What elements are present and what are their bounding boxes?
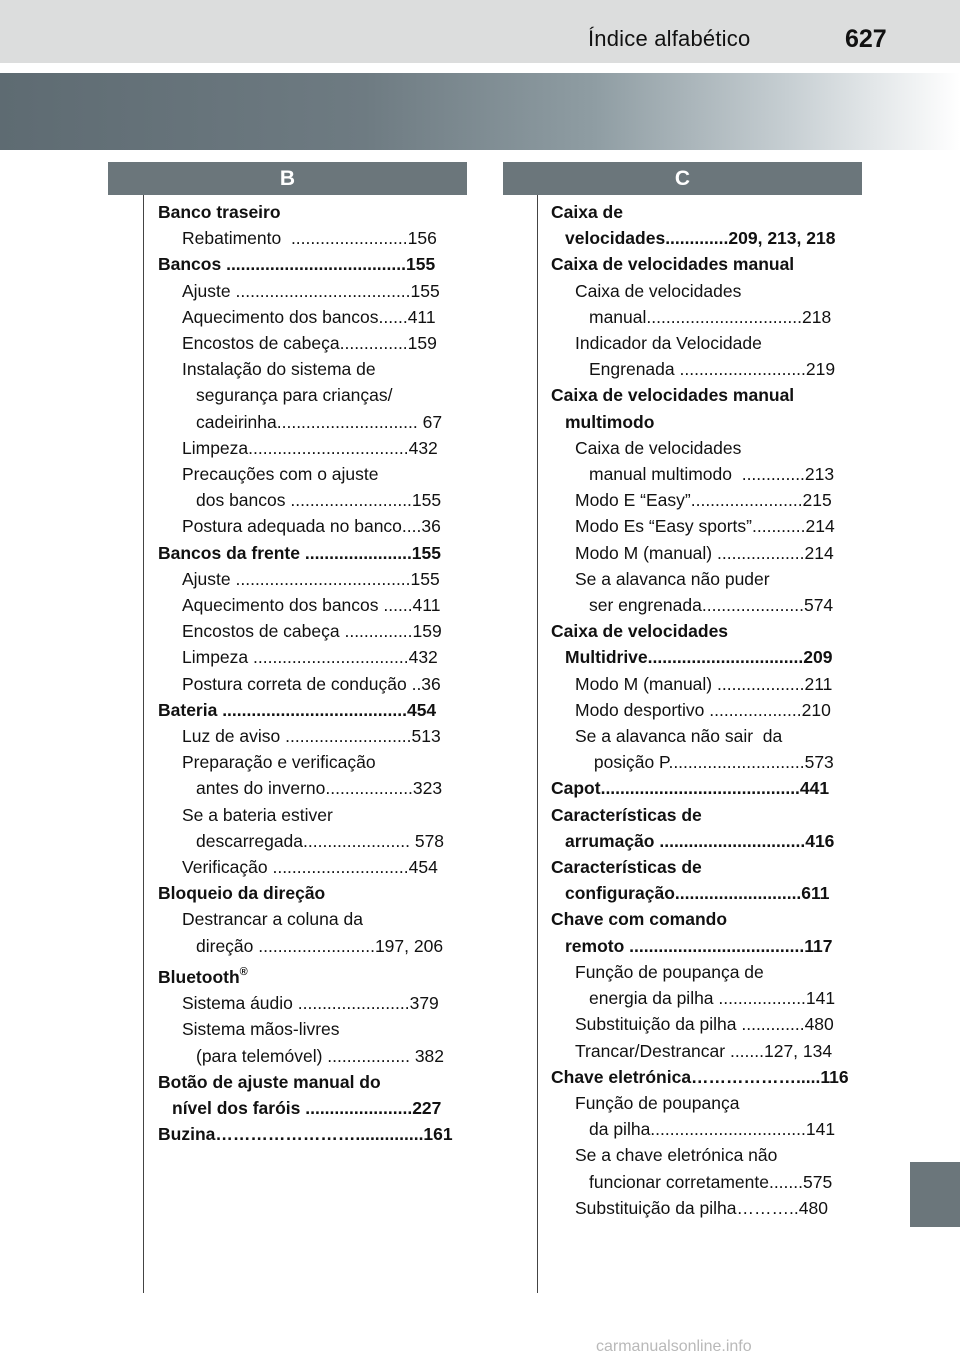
index-entry-text: Multidrive................................209 — [565, 647, 833, 668]
index-entry — [551, 513, 863, 539]
index-entry — [551, 487, 863, 513]
index-entry-text: Bancos da frente ......................155 — [158, 542, 442, 563]
index-entry-text: dos bancos .........................155 — [196, 490, 442, 511]
index-entry — [551, 461, 863, 487]
index-entry — [158, 1121, 468, 1147]
index-entry — [551, 278, 863, 304]
index-entry — [158, 1016, 468, 1042]
index-entry — [158, 461, 468, 487]
index-entry-text: Engrenada ..........................219 — [589, 359, 836, 380]
index-entry — [158, 933, 468, 959]
index-entry-text: Chave eletrónica……………….....116 — [551, 1066, 849, 1087]
index-entry-text: Modo M (manual) ..................214 — [575, 542, 834, 563]
chapter-side-tab — [910, 1162, 960, 1227]
index-entry-text: Encostos de cabeça..............159 — [182, 333, 437, 354]
index-entry — [158, 880, 468, 906]
index-entry-text: Modo M (manual) ..................211 — [575, 673, 833, 694]
index-entry-text: arrumação ..............................416 — [565, 830, 835, 851]
index-entry — [551, 1116, 863, 1142]
index-entry — [551, 1064, 863, 1090]
index-entry — [158, 990, 468, 1016]
index-entry-text: Substituição da pilha .............480 — [575, 1014, 834, 1035]
index-entry-text: Ajuste ....................................155 — [182, 280, 440, 301]
section-title: Índice alfabético — [588, 26, 751, 51]
index-entry-text: Características de — [551, 857, 702, 878]
index-entry-text: Chave com comando — [551, 909, 728, 930]
index-entry — [551, 435, 863, 461]
index-entry-text: Bluetooth — [158, 966, 240, 987]
index-entry — [551, 1195, 863, 1221]
index-entry — [158, 697, 468, 723]
index-entry — [551, 854, 863, 880]
index-entry-text: Caixa de velocidades — [575, 280, 742, 301]
index-entry — [158, 775, 468, 801]
index-entry-text: Se a chave eletrónica não — [575, 1145, 778, 1166]
index-entry — [551, 1090, 863, 1116]
index-entry-text: Bloqueio da direção — [158, 883, 326, 904]
index-entry — [551, 749, 863, 775]
index-entry — [158, 592, 468, 618]
index-entry-text: Ajuste ....................................155 — [182, 568, 440, 589]
index-entry-text: Banco traseiro — [158, 202, 281, 222]
index-entry — [158, 251, 468, 277]
index-entry-text: Função de poupança — [575, 1092, 740, 1113]
index-entry — [158, 225, 468, 251]
index-entry-text: Precauções com o ajuste — [182, 464, 379, 485]
index-entry-text: descarregada...................... 578 — [196, 830, 445, 851]
index-entry-text: Postura adequada no banco....36 — [182, 516, 441, 537]
index-entry — [551, 382, 863, 408]
index-entry — [158, 906, 468, 932]
index-entry — [551, 1142, 863, 1168]
index-entry-text: energia da pilha ..................141 — [589, 988, 836, 1009]
index-entry — [551, 775, 863, 801]
index-entry — [158, 723, 468, 749]
index-column-b — [158, 199, 468, 1147]
index-entry — [158, 304, 468, 330]
index-entry-text: Bancos .....................................155 — [158, 254, 436, 275]
index-entry — [551, 304, 863, 330]
index-entry — [551, 1169, 863, 1195]
index-entry — [551, 409, 863, 435]
index-entry-text: Sistema áudio .......................379 — [182, 993, 439, 1014]
index-entry-text: Aquecimento dos bancos......411 — [182, 306, 436, 327]
index-entry-text: Modo desportivo ...................210 — [575, 699, 831, 720]
index-column-c — [551, 199, 863, 1221]
index-entry — [158, 513, 468, 539]
index-entry — [551, 723, 863, 749]
index-entry-text: Caixa de velocidades — [575, 437, 742, 458]
index-entry — [551, 540, 863, 566]
index-entry — [158, 1095, 468, 1121]
index-entry — [551, 802, 863, 828]
index-entry — [551, 1011, 863, 1037]
index-entry — [551, 592, 863, 618]
index-entry-text: Caixa de — [551, 202, 623, 222]
index-entry-text: manual multimodo .............213 — [589, 464, 835, 485]
index-entry-text: nível dos faróis ......................227 — [172, 1097, 442, 1118]
index-entry — [551, 618, 863, 644]
index-entry — [158, 356, 468, 382]
index-entry — [158, 566, 468, 592]
index-entry — [551, 199, 863, 225]
index-entry — [551, 330, 863, 356]
index-entry — [551, 959, 863, 985]
index-entry-text: velocidades.............209, 213, 218 — [565, 228, 836, 249]
index-entry — [158, 802, 468, 828]
index-entry — [158, 749, 468, 775]
index-entry-text: Modo E “Easy”.......................215 — [575, 490, 832, 511]
index-entry — [551, 356, 863, 382]
index-entry-text: Bateria ......................................454 — [158, 699, 437, 720]
index-entry-text: Substituição da pilha………..480 — [575, 1197, 828, 1218]
letter-header-c: C — [503, 162, 862, 195]
index-entry-text: manual................................218 — [589, 306, 832, 327]
index-entry-text: Rebatimento ........................156 — [182, 228, 437, 249]
index-entry-text: Limpeza.................................432 — [182, 437, 438, 458]
index-entry-text: Capot.........................................441 — [551, 778, 830, 799]
index-entry — [158, 959, 468, 990]
index-entry-text: remoto ....................................117 — [565, 935, 833, 956]
index-entry-text: posição P............................573 — [589, 752, 834, 773]
column-divider-b — [143, 195, 144, 1293]
index-entry-text: Modo Es “Easy sports”...........214 — [575, 516, 835, 537]
index-entry — [551, 1038, 863, 1064]
index-entry-text: antes do inverno..................323 — [196, 778, 443, 799]
index-entry-text: Caixa de velocidades — [551, 621, 729, 642]
index-entry-text: Limpeza ................................432 — [182, 647, 438, 668]
watermark: carmanualsonline.info — [596, 1338, 752, 1355]
top-header-bar — [0, 0, 960, 63]
index-entry-text: Características de — [551, 804, 702, 825]
index-entry-text: Caixa de velocidades manual — [551, 254, 795, 275]
index-entry-text: Destrancar a coluna da — [182, 909, 363, 930]
index-entry — [551, 566, 863, 592]
index-entry-text: Preparação e verificação — [182, 752, 376, 773]
index-entry — [158, 278, 468, 304]
index-entry-text: direção ........................197, 206 — [196, 935, 444, 956]
index-entry — [551, 644, 863, 670]
index-entry — [158, 828, 468, 854]
index-entry-text: segurança para crianças/ — [196, 385, 393, 406]
index-entry — [551, 906, 863, 932]
decorative-banner — [0, 73, 960, 150]
index-entry — [158, 1043, 468, 1069]
index-entry — [158, 409, 468, 435]
index-entry — [551, 697, 863, 723]
index-entry-text: Aquecimento dos bancos ......411 — [182, 595, 441, 616]
page-number: 627 — [845, 25, 887, 53]
index-entry — [551, 671, 863, 697]
index-entry-text: Verificação ............................454 — [182, 857, 438, 878]
index-entry-text: Função de poupança de — [575, 961, 764, 982]
index-entry-text: Botão de ajuste manual do — [158, 1071, 381, 1092]
index-entry-text: Sistema mãos-livres — [182, 1019, 340, 1040]
index-entry — [158, 644, 468, 670]
index-entry — [158, 671, 468, 697]
index-entry-text: configuração..........................611 — [565, 883, 830, 904]
index-entry — [158, 618, 468, 644]
index-entry — [158, 487, 468, 513]
index-entry — [158, 540, 468, 566]
index-entry — [158, 382, 468, 408]
index-entry-text: Luz de aviso ..........................513 — [182, 726, 441, 747]
registered-mark: ® — [239, 965, 248, 978]
index-entry — [551, 880, 863, 906]
index-entry-text: Instalação do sistema de — [182, 359, 376, 380]
index-entry-text: Se a alavanca não sair da — [575, 726, 783, 747]
index-entry — [551, 985, 863, 1011]
index-entry — [551, 828, 863, 854]
index-entry — [158, 1069, 468, 1095]
index-entry-text: Caixa de velocidades manual — [551, 385, 795, 406]
index-entry-text: cadeirinha............................. 67 — [196, 411, 443, 432]
index-entry-text: Buzina……………………..............161 — [158, 1124, 453, 1145]
index-entry-text: Trancar/Destrancar .......127, 134 — [575, 1040, 833, 1061]
index-entry-text: ser engrenada.....................574 — [589, 595, 834, 616]
index-entry — [158, 330, 468, 356]
index-entry — [158, 854, 468, 880]
index-entry-text: multimodo — [565, 411, 655, 432]
index-entry-text: Se a alavanca não puder — [575, 568, 770, 589]
index-entry-text: Postura correta de condução ..36 — [182, 673, 441, 694]
index-entry — [551, 933, 863, 959]
index-entry-text: Indicador da Velocidade — [575, 333, 762, 354]
index-entry-text: da pilha................................141 — [589, 1119, 836, 1140]
index-entry — [158, 199, 468, 225]
index-entry — [551, 251, 863, 277]
column-divider-c — [537, 195, 538, 1293]
index-entry — [551, 225, 863, 251]
index-entry-text: (para telemóvel) ................. 382 — [196, 1045, 445, 1066]
index-entry-text: Se a bateria estiver — [182, 804, 333, 825]
index-entry-text: Encostos de cabeça ..............159 — [182, 621, 442, 642]
index-entry-text: funcionar corretamente.......575 — [589, 1171, 833, 1192]
letter-header-b: B — [108, 162, 467, 195]
index-entry — [158, 435, 468, 461]
